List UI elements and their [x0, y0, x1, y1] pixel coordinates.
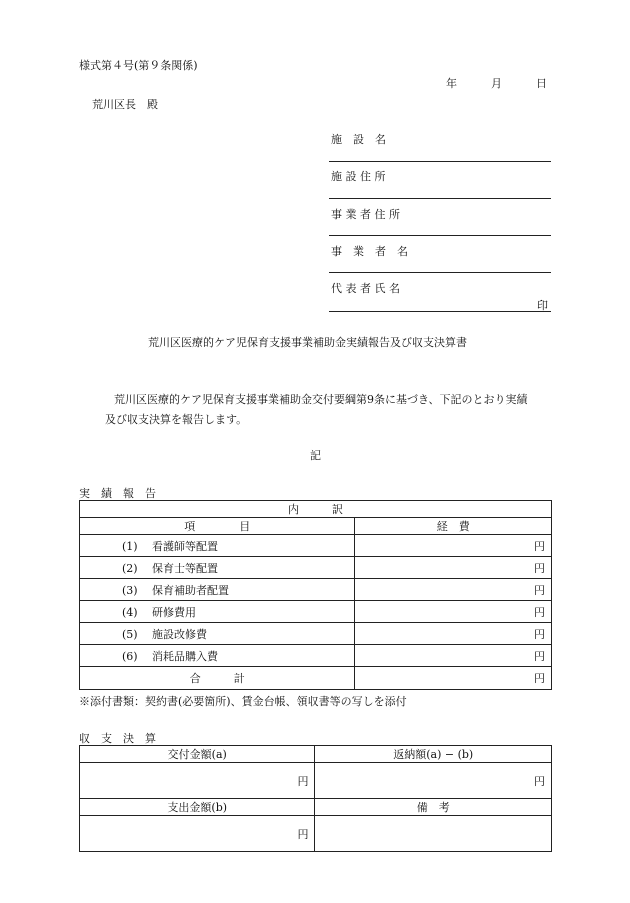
field-facility-name-line[interactable]	[329, 161, 551, 162]
date-day: 日	[536, 77, 547, 90]
table-row	[80, 645, 552, 667]
body-text-line1: 荒川区医療的ケア児保育支援事業補助金交付要綱第9条に基づき、下記のとおり実績	[114, 393, 528, 406]
table-row	[80, 557, 552, 579]
document-title: 荒川区医療的ケア児保育支援事業補助金実績報告及び収支決算書	[148, 336, 467, 349]
field-operator-name-line[interactable]	[329, 272, 551, 273]
row-label: 保育補助者配置	[152, 583, 229, 597]
row-num: (5)	[122, 627, 138, 641]
expenditure-cell[interactable]: 円	[80, 816, 315, 852]
row-item-cell	[80, 645, 355, 667]
report-table	[79, 500, 552, 690]
row-label: 保育士等配置	[152, 561, 218, 575]
field-operator-address-line[interactable]	[329, 235, 551, 236]
return-amount-label: 返納額(a) − (b)	[315, 746, 552, 763]
report-heading: 実 績 報 告	[79, 487, 156, 500]
row-cost-cell[interactable]: 円	[355, 535, 552, 557]
row-num: (6)	[122, 649, 138, 663]
field-representative-label: 代 表 者 氏 名	[331, 282, 400, 295]
field-operator-name-label: 事 業 者 名	[331, 245, 408, 258]
row-item-cell	[80, 601, 355, 623]
row-num: (3)	[122, 583, 138, 597]
row-num: (4)	[122, 605, 138, 619]
row-cost-cell[interactable]: 円	[355, 557, 552, 579]
addressee: 荒川区長 殿	[92, 98, 158, 111]
field-facility-address-label: 施 設 住 所	[331, 170, 386, 183]
row-label: 研修費用	[152, 605, 196, 619]
grant-amount-cell[interactable]: 円	[80, 763, 315, 799]
table-row	[80, 623, 552, 645]
report-col-item: 項 目	[80, 518, 355, 535]
row-label: 看護師等配置	[152, 539, 218, 553]
field-facility-name-label: 施 設 名	[331, 133, 386, 146]
seal-mark: 印	[537, 299, 548, 312]
expenditure-label: 支出金額(b)	[80, 799, 315, 816]
attachment-note: ※添付書類：契約書(必要箇所)、賃金台帳、領収書等の写しを添付	[79, 695, 407, 708]
field-facility-address-line[interactable]	[329, 198, 551, 199]
field-representative-line[interactable]	[329, 311, 551, 312]
row-num: (2)	[122, 561, 138, 575]
row-item-cell	[80, 535, 355, 557]
body-text-line2: 及び収支決算を報告します。	[105, 413, 248, 426]
table-row	[80, 601, 552, 623]
table-row	[80, 535, 552, 557]
date-year: 年	[446, 77, 457, 90]
date-month: 月	[491, 77, 502, 90]
row-label: 消耗品購入費	[152, 649, 218, 663]
row-cost-cell[interactable]: 円	[355, 601, 552, 623]
row-label: 施設改修費	[152, 627, 207, 641]
total-cost-cell[interactable]: 円	[355, 667, 552, 690]
row-num: (1)	[122, 539, 138, 553]
field-operator-address-label: 事 業 者 住 所	[331, 208, 400, 221]
row-cost-cell[interactable]: 円	[355, 623, 552, 645]
row-cost-cell[interactable]: 円	[355, 579, 552, 601]
table-row	[80, 579, 552, 601]
ki-heading: 記	[310, 449, 321, 462]
grant-amount-label: 交付金額(a)	[80, 746, 315, 763]
date-fields	[446, 75, 547, 91]
total-label: 合 計	[80, 667, 355, 690]
row-item-cell	[80, 579, 355, 601]
remarks-label: 備 考	[315, 799, 552, 816]
remarks-cell[interactable]	[315, 816, 552, 852]
report-col-cost: 経 費	[355, 518, 552, 535]
form-number: 様式第４号(第９条関係)	[79, 59, 198, 72]
total-row	[80, 667, 552, 690]
report-header-breakdown: 内 訳	[80, 501, 552, 518]
return-amount-cell[interactable]: 円	[315, 763, 552, 799]
settlement-heading: 収 支 決 算	[79, 732, 156, 745]
settlement-table	[79, 745, 552, 852]
row-item-cell	[80, 623, 355, 645]
row-item-cell	[80, 557, 355, 579]
row-cost-cell[interactable]: 円	[355, 645, 552, 667]
